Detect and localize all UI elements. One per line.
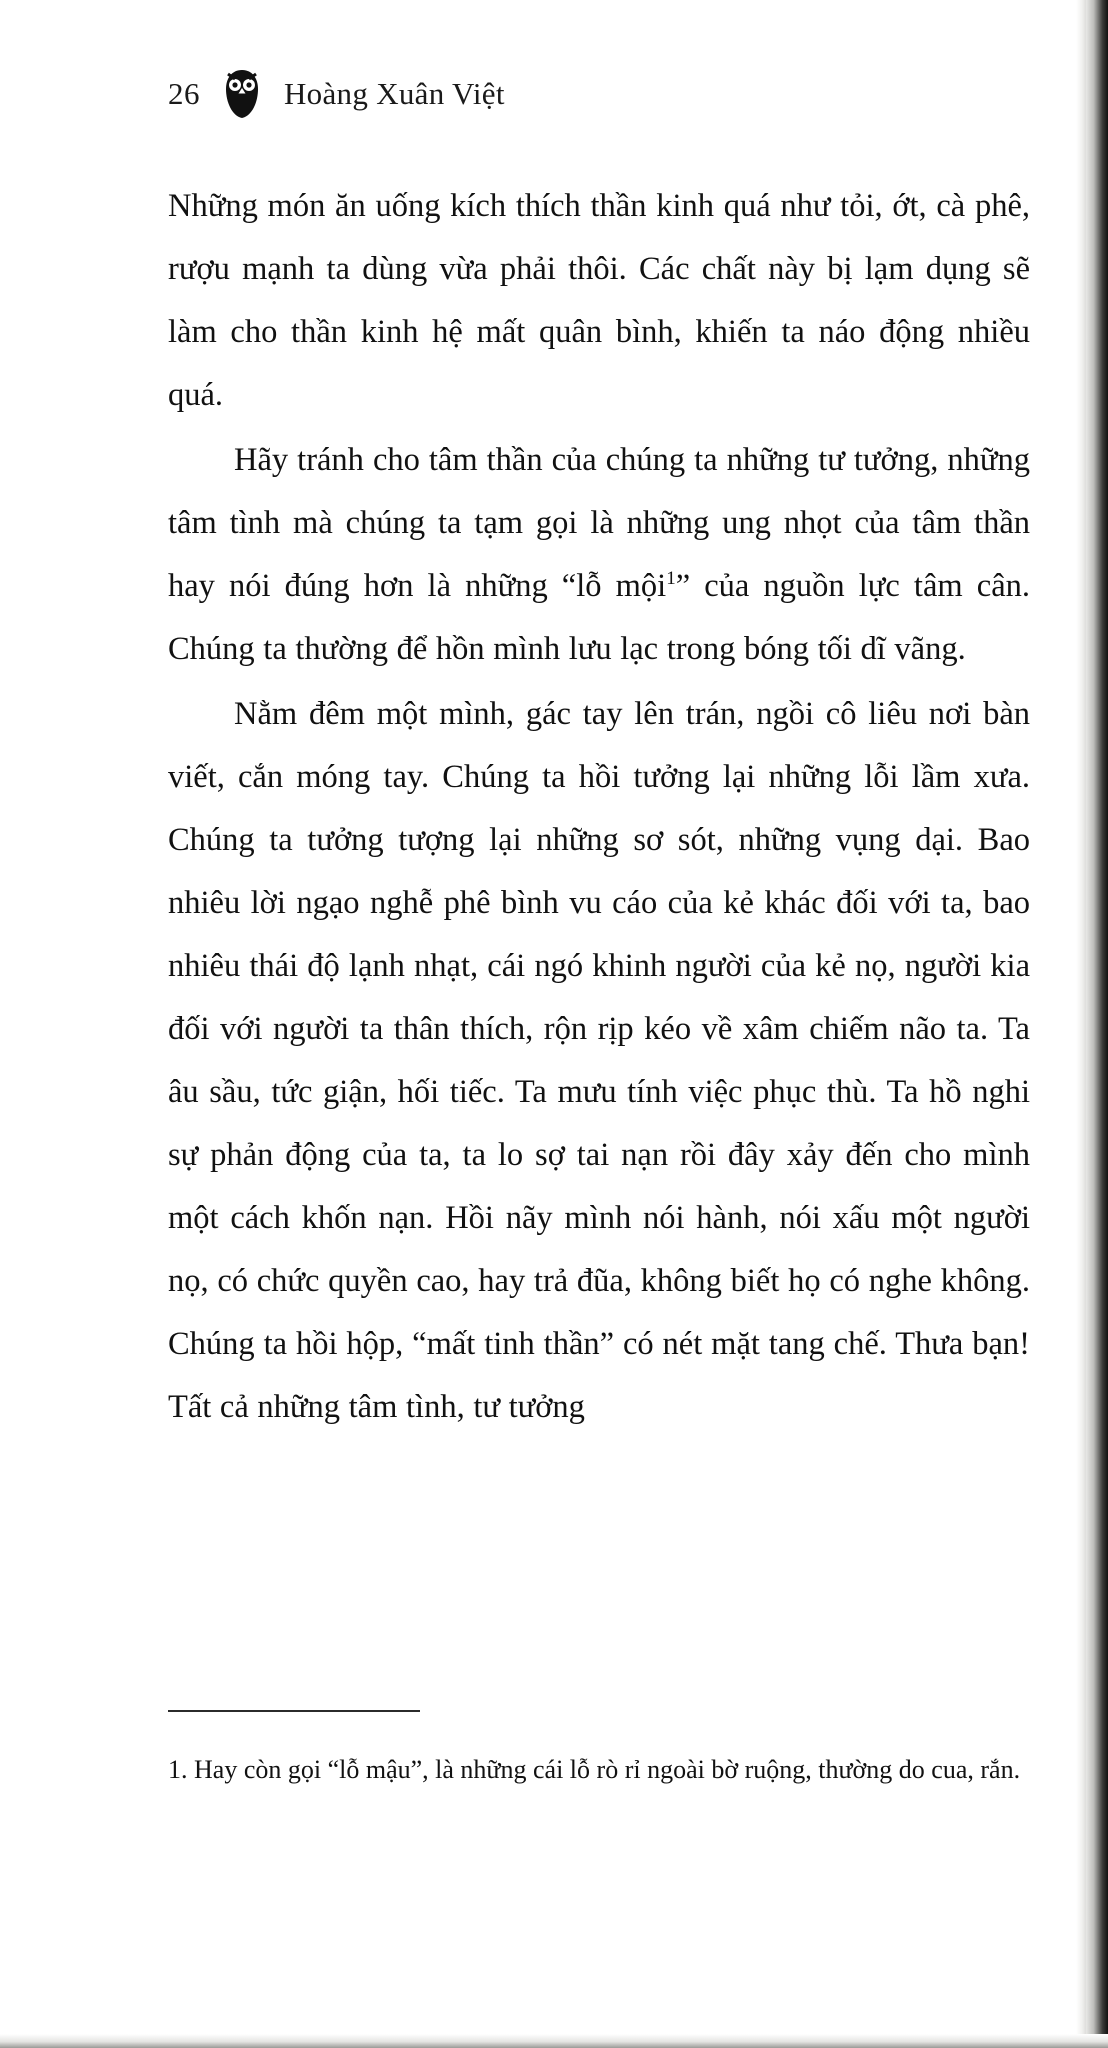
scan-edge-bottom (0, 2034, 1108, 2048)
owl-icon (222, 68, 262, 120)
page-number: 26 (168, 76, 200, 111)
paragraph-1: Những món ăn uống kích thích thần kinh quá như tỏi, ớt, cà phê, rượu mạnh ta dùng vừa phải thôi. Các chất này bị lạm dụng sẽ làm cho thần kinh hệ mất quân bình, khiến ta náo động nhiều quá. (168, 188, 1030, 413)
paragraph-2 (168, 429, 1030, 681)
running-head (168, 68, 505, 120)
footnote-area (168, 1710, 1030, 1794)
paragraph-2-part-1: Hãy tránh cho tâm thần của chúng ta những tư tưởng, những tâm tình mà chúng ta tạm gọi là những ung nhọt của tâm thần hay nói đúng hơn là những “lỗ mội (168, 442, 1030, 604)
scan-edge-gradient (1076, 0, 1086, 2048)
paragraph-3: Nằm đêm một mình, gác tay lên trán, ngồi cô liêu nơi bàn viết, cắn móng tay. Chúng ta hồi tưởng lại những lỗi lầm xưa. Chúng ta tưởng tượng lại những sơ sót, những vụng dại. Bao nhiêu lời ngạo nghễ phê bình vu cáo của kẻ khác đối với ta, bao nhiêu thái độ lạnh nhạt, cái ngó khinh người của kẻ nọ, người kia đối với người ta thân thích, rộn rịp kéo về xâm chiếm não ta. Ta âu sầu, tức giận, hối tiếc. Ta mưu tính việc phục thù. Ta hồ nghi sự phản động của ta, ta lo sợ tai nạn rồi đây xảy đến cho mình một cách khốn nạn. Hồi nãy mình nói hành, nói xấu một người nọ, có chức quyền cao, hay trả đũa, không biết họ có nghe không. Chúng ta hồi hộp, “mất tinh thần” có nét mặt tang chế. Thưa bạn! Tất cả những tâm tình, tư tưởng (168, 696, 1030, 1425)
footnote-marker: 1 (666, 568, 676, 590)
footnote-text: 1. Hay còn gọi “lỗ mậu”, là những cái lỗ rò rỉ ngoài bờ ruộng, thường do cua, rắn. (168, 1755, 1021, 1784)
body-text (168, 175, 1030, 1439)
author-name: Hoàng Xuân Việt (284, 76, 505, 111)
paragraph-2-part-2: ” của nguồn lực tâm cân. Chúng ta thường để hồn mình lưu lạc trong bóng tối dĩ vãng. (168, 568, 1030, 667)
scan-edge-right (1086, 0, 1108, 2048)
footnote-divider (168, 1710, 420, 1712)
